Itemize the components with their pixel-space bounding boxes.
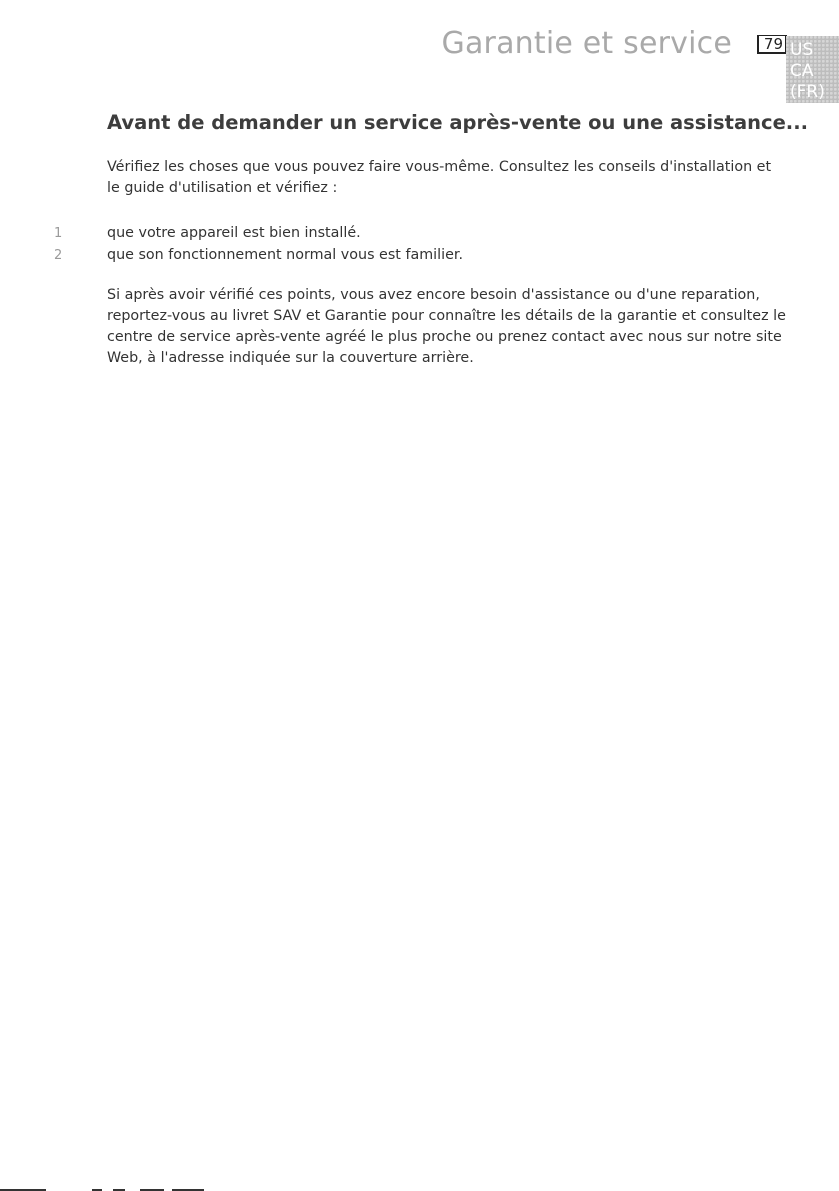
region-tab-fr: (FR)	[790, 82, 825, 102]
intro-paragraph: Vérifiez les choses que vous pouvez faire vous-même. Consultez les conseils d'installation et le guide d'utilisation et vérifiez :	[107, 159, 772, 196]
list-item	[54, 244, 463, 266]
region-tab	[786, 36, 839, 103]
region-tab-ca: CA	[790, 61, 814, 81]
closing-paragraph: Si après avoir vérifié ces points, vous avez encore besoin d'assistance ou d'une reparation, reportez-vous au livret SAV et Garantie pour connaître les détails de la garantie et consultez le centre de service après-vente agréé le plus proche ou prenez contact avec nous sur notre site Web, à l'adresse indiquée sur la couverture arrière.	[107, 287, 786, 366]
list-item-number: 1	[54, 226, 63, 241]
list-item	[54, 222, 463, 244]
region-tab-us: US	[790, 40, 814, 60]
checklist	[54, 222, 463, 266]
footer-marks	[0, 1187, 839, 1191]
list-item-text: que son fonctionnement normal vous est familier.	[107, 247, 463, 263]
list-item-text: que votre appareil est bien installé.	[107, 225, 361, 241]
section-heading: Avant de demander un service après-vente ou une assistance...	[107, 111, 809, 134]
list-item-number: 2	[54, 248, 63, 263]
page-title: Garantie et service	[441, 26, 732, 61]
page-number: 79	[757, 35, 787, 54]
